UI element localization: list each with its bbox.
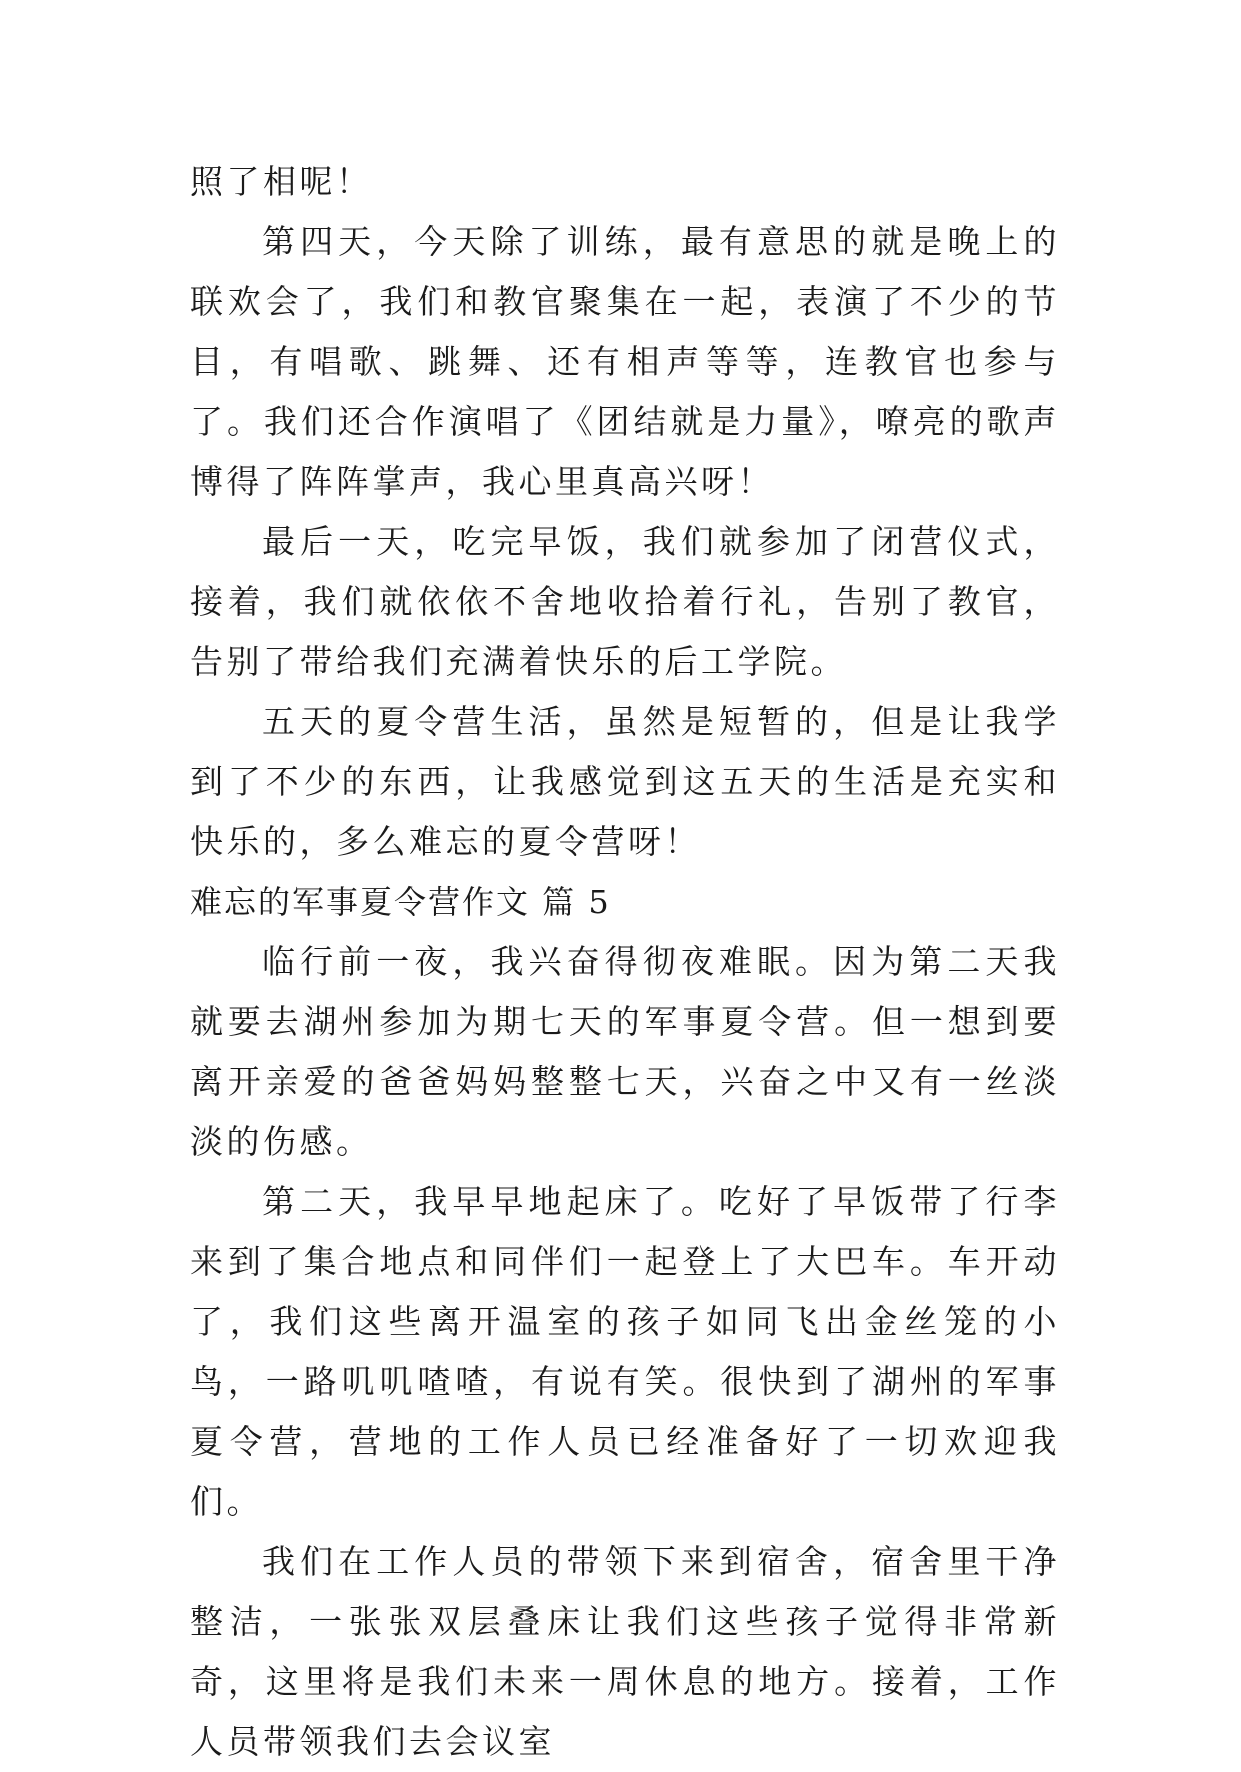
paragraph-6: 第二天，我早早地起床了。吃好了早饭带了行李来到了集合地点和同伴们一起登上了大巴车。车开动了，我们这些离开温室的孩子如同飞出金丝笼的小鸟，一路叽叽喳喳，有说有笑。很快到了湖州的军事夏令营，营地的工作人员已经准备好了一切欢迎我们。 (190, 1182, 1060, 1521)
paragraph-4: 五天的夏令营生活，虽然是短暂的，但是让我学到了不少的东西，让我感觉到这五天的生活是充实和快乐的，多么难忘的夏令营呀！ (190, 702, 1060, 861)
paragraph-3: 最后一天，吃完早饭，我们就参加了闭营仪式，接着，我们就依依不舍地收拾着行礼，告别了教官，告别了带给我们充满着快乐的后工学院。 (190, 522, 1060, 681)
section-heading: 难忘的军事夏令营作文 篇 5 (190, 883, 611, 921)
document-body (190, 152, 1060, 1772)
paragraph-7: 我们在工作人员的带领下来到宿舍，宿舍里干净整洁，一张张双层叠床让我们这些孩子觉得非常新奇，这里将是我们未来一周休息的地方。接着，工作人员带领我们去会议室 (190, 1542, 1060, 1761)
paragraph-5: 临行前一夜，我兴奋得彻夜难眠。因为第二天我就要去湖州参加为期七天的军事夏令营。但一想到要离开亲爱的爸爸妈妈整整七天，兴奋之中又有一丝淡淡的伤感。 (190, 942, 1060, 1161)
paragraph-2: 第四天，今天除了训练，最有意思的就是晚上的联欢会了，我们和教官聚集在一起，表演了不少的节目，有唱歌、跳舞、还有相声等等，连教官也参与了。我们还合作演唱了《团结就是力量》，嘹亮的歌声博得了阵阵掌声，我心里真高兴呀！ (190, 222, 1060, 501)
paragraph-1: 照了相呢！ (190, 162, 373, 201)
